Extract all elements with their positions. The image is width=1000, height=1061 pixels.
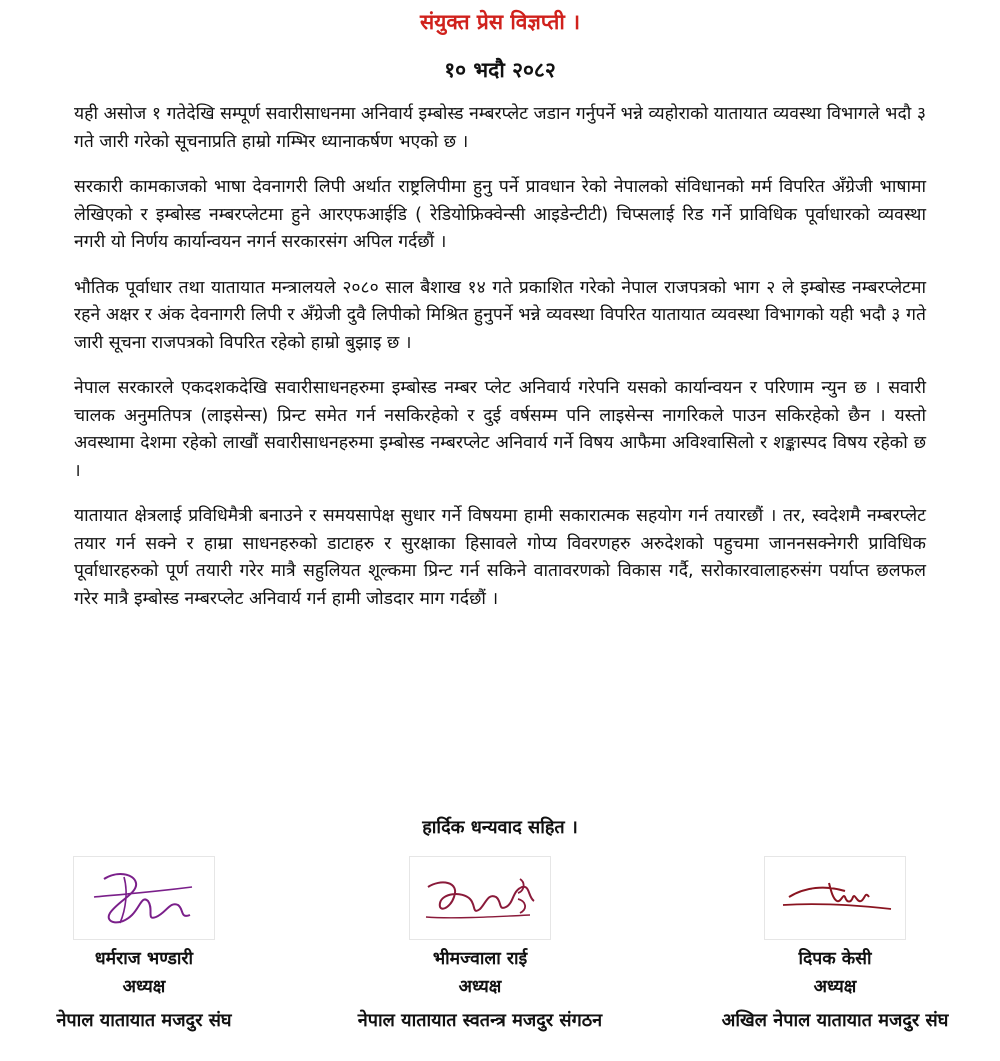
signatory-organization: नेपाल यातायात मजदुर संघ <box>56 1010 232 1031</box>
signatory-name: भीमज्वाला राई <box>432 949 528 969</box>
signatory-3 <box>680 856 990 1032</box>
paragraph-5: यातायात क्षेत्रलाई प्रविधिमैत्री बनाउने र समयसापेक्ष सुधार गर्ने विषयमा हामी सकारात्मक सहयोग गर्न तयारछौं । तर, स्वदेशमै नम्बरप्लेट तयार गर्न सक्ने र हाम्रा साधनहरुको डाटाहरु र सुरक्षाका हिसावले गोप्य विवरणहरु अरुदेशको पहुचमा जाननसक्नेगरी प्राविधिक पूर्वाधारहरुको पूर्ण तयारी गरेर मात्रै सहुलियत शूल्कमा प्रिन्ट गर्न सकिने वातावरणको विकास गर्दै, सरोकारवालाहरुसंग पर्याप्त छलफल गरेर मात्रै इम्बोस्ड नम्बरप्लेट अनिवार्य गर्न हामी जोडदार माग गर्दछौं । <box>74 506 926 609</box>
signatory-organization: अखिल नेपाल यातायात मजदुर संघ <box>721 1010 949 1031</box>
signatory-role: अध्यक्ष <box>813 977 857 997</box>
signatory-name: दिपक केसी <box>798 949 872 969</box>
statement-body <box>74 101 926 631</box>
paragraph-3: भौतिक पूर्वाधार तथा यातायात मन्त्रालयले २०८० साल बैशाख १४ गते प्रकाशित गरेको नेपाल राजपत्रको भाग २ ले इम्बोस्ड नम्बरप्लेटमा रहने अक्षर र अंक देवनागरी लिपी र अँग्रेजी दुवै लिपीको मिश्रित हुनुपर्ने भन्ने व्यवस्था विपरित यातायात व्यवस्था विभागको यही भदौ ३ गते जारी सूचना राजपत्रको विपरित रहेको हाम्रो बुझाइ छ । <box>74 277 926 353</box>
paragraph-2: सरकारी कामकाजको भाषा देवनागरी लिपी अर्थात राष्ट्रलिपीमा हुनु पर्ने प्रावधान रेको नेपालको संविधानको मर्म विपरित अँग्रेजी भाषामा लेखिएको र इम्बोस्ड नम्बरप्लेटमा हुने आरएफआईडि ( रेडियोफ्रिक्वेन्सी आइडेन्टीटी) चिप्सलाई रिड गर्ने प्राविधिक पूर्वाधारको व्यवस्था नगरी यो निर्णय कार्यान्वयन नगर्न सरकारसंग अपिल गर्दछौं । <box>74 177 926 252</box>
signature-1-icon <box>74 857 214 939</box>
signature-image <box>73 856 215 940</box>
signatory-role: अध्यक्ष <box>122 977 166 997</box>
signatory-role: अध्यक्ष <box>458 977 502 997</box>
signature-3-icon <box>765 857 905 939</box>
closing-line: हार्दिक धन्यवाद सहित । <box>422 817 578 838</box>
paragraph-4: नेपाल सरकारले एकदशकदेखि सवारीसाधनहरुमा इम्बोस्ड नम्बर प्लेट अनिवार्य गरेपनि यसको कार्यान्वयन र परिणाम न्युन छ । सवारी चालक अनुमतिपत्र (लाइसेन्स) प्रिन्ट समेत गर्न नसकिरहेको र दुई वर्षसम्म पनि लाइसेन्स नागरिकले पाउन सकिरहेको छैन । यस्तो अवस्थामा देशमा रहेको लाखौं सवारीसाधनहरुमा इम्बोस्ड नम्बरप्लेट अनिवार्य गर्ने विषय आफैमा अविश्वासिलो र शङ्कास्पद विषय रहेको छ । <box>74 378 926 481</box>
press-release-title: संयुक्त प्रेस विज्ञप्ती । <box>419 10 581 34</box>
signatory-1 <box>14 856 274 1032</box>
signature-image <box>409 856 551 940</box>
release-date: १० भदौ २०८२ <box>444 58 556 82</box>
signatory-name: धर्मराज भण्डारी <box>94 949 194 969</box>
signatory-2 <box>310 856 650 1032</box>
paragraph-1: यही असोज १ गतेदेखि सम्पूर्ण सवारीसाधनमा अनिवार्य इम्बोस्ड नम्बरप्लेट जडान गर्नुपर्ने भन्ने व्यहोराको यातायात व्यवस्था विभागले भदौ ३ गते जारी गरेको सूचनाप्रति हाम्रो गम्भिर ध्यानाकर्षण भएको छ । <box>74 104 926 152</box>
signatory-organization: नेपाल यातायात स्वतन्त्र मजदुर संगठन <box>357 1010 603 1031</box>
signature-image <box>764 856 906 940</box>
signature-2-icon <box>410 857 550 939</box>
